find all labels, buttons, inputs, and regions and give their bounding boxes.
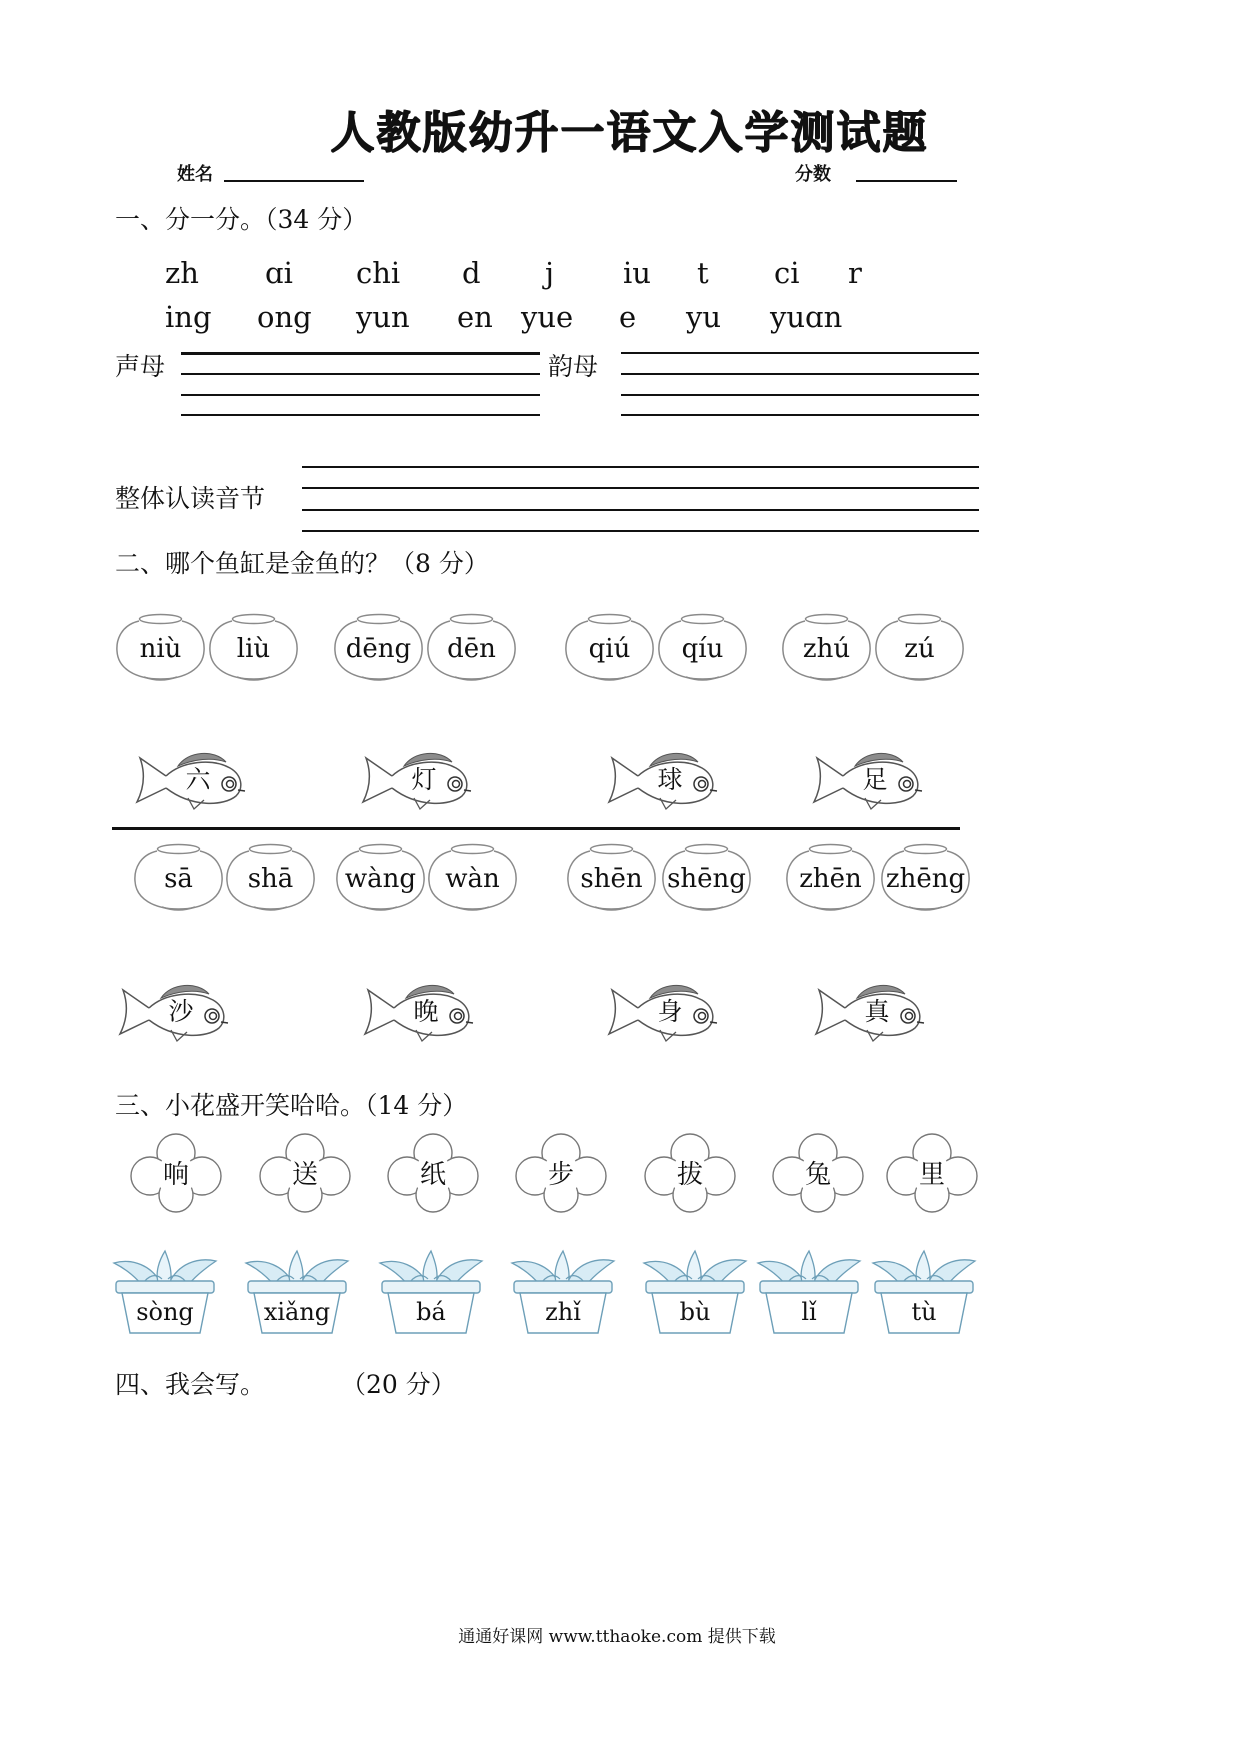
pinyin-item: ɑi (265, 256, 293, 290)
pinyin-item: j (545, 256, 554, 290)
pinyin-item: iu (623, 256, 651, 290)
fishbowl (114, 613, 207, 683)
answer-line (302, 466, 979, 468)
goldfish-character: 沙 (168, 997, 194, 1026)
fishbowl (660, 843, 753, 913)
pinyin-item: ing (165, 300, 212, 334)
fishbowl-pinyin: zhēn (799, 864, 862, 894)
shengmu-label: 声母 (115, 352, 166, 381)
goldfish (604, 748, 718, 812)
goldfish-character: 六 (185, 765, 211, 794)
flower-character: 步 (547, 1160, 574, 1190)
yunmu-label: 韵母 (548, 352, 599, 381)
fishbowl-pinyin: dēn (447, 634, 496, 664)
fishbowl-pinyin: qiú (588, 634, 631, 664)
pinyin-item: yu (686, 300, 722, 334)
answer-line (302, 509, 979, 511)
fishbowl (656, 613, 749, 683)
section-4-score: （20 分） (341, 1370, 456, 1399)
zhengti-label: 整体认读音节 (115, 484, 266, 513)
goldfish-character: 足 (862, 765, 888, 794)
flower-character: 兔 (804, 1160, 831, 1190)
page-footer: 通通好课网 www.tthaoke.com 提供下载 (458, 1627, 776, 1647)
flower-pot (642, 1245, 748, 1335)
pinyin-item: yue (521, 300, 574, 334)
flower-character: 响 (162, 1160, 189, 1190)
answer-line (181, 373, 540, 375)
fishbowl-pinyin: shēn (580, 864, 643, 894)
fishbowl (207, 613, 300, 683)
flower-character: 里 (918, 1160, 945, 1190)
pinyin-item: yuɑn (770, 300, 843, 334)
goldfish-character: 身 (657, 997, 683, 1026)
goldfish (360, 980, 474, 1044)
flower-pot (756, 1245, 862, 1335)
fishbowl-pinyin: zhēng (885, 864, 966, 894)
flower-pot (378, 1245, 484, 1335)
fishbowl-pinyin: wàng (344, 864, 417, 894)
fishbowl (563, 613, 656, 683)
page-title: 人教版幼升一语文入学测试题 (330, 107, 928, 158)
score-label: 分数 (795, 164, 831, 185)
answer-line (621, 394, 979, 396)
answer-line (181, 414, 540, 416)
pinyin-item: zh (165, 256, 199, 290)
pinyin-item: t (697, 256, 709, 290)
fishbowl-pinyin: zhú (802, 634, 851, 664)
fishbowl (426, 843, 519, 913)
fishbowl-pinyin: dēng (345, 634, 412, 664)
section-divider (112, 827, 960, 830)
flower-pot-pinyin: bù (679, 1298, 711, 1326)
goldfish-character: 真 (864, 997, 890, 1026)
goldfish (809, 748, 923, 812)
fishbowl-pinyin: niù (139, 634, 182, 664)
flower-pot-pinyin: zhǐ (545, 1298, 581, 1326)
flower-character: 送 (291, 1160, 318, 1190)
goldfish-character: 球 (657, 765, 683, 794)
goldfish (132, 748, 246, 812)
goldfish-character: 灯 (411, 765, 437, 794)
answer-line (621, 373, 979, 375)
goldfish (604, 980, 718, 1044)
pinyin-item: ong (257, 300, 312, 334)
fishbowl (425, 613, 518, 683)
fishbowl (334, 843, 427, 913)
flower-pot-pinyin: tù (911, 1298, 937, 1326)
fishbowl-pinyin: qíu (681, 634, 724, 664)
pinyin-item: e (619, 300, 637, 334)
fishbowl (780, 613, 873, 683)
answer-line (302, 530, 979, 532)
flower (513, 1133, 609, 1213)
pinyin-item: d (462, 256, 481, 290)
answer-line (181, 394, 540, 396)
goldfish (115, 980, 229, 1044)
section-4-heading: 四、我会写。 (115, 1370, 266, 1399)
pinyin-item: r (848, 256, 862, 290)
flower (770, 1133, 866, 1213)
flower (642, 1133, 738, 1213)
name-blank-line (224, 162, 364, 182)
goldfish (358, 748, 472, 812)
fishbowl (873, 613, 966, 683)
flower-pot (112, 1245, 218, 1335)
fishbowl (565, 843, 658, 913)
flower (884, 1133, 980, 1213)
flower (385, 1133, 481, 1213)
name-label: 姓名 (177, 164, 213, 185)
answer-line (621, 414, 979, 416)
fishbowl-pinyin: zú (904, 634, 935, 664)
fishbowl (879, 843, 972, 913)
goldfish (811, 980, 925, 1044)
flower-pot (871, 1245, 977, 1335)
pinyin-item: en (457, 300, 493, 334)
pinyin-item: yun (356, 300, 410, 334)
flower (257, 1133, 353, 1213)
flower-pot (510, 1245, 616, 1335)
answer-line (181, 352, 540, 355)
section-1-heading: 一、分一分。（34 分） (115, 205, 368, 234)
flower-pot-pinyin: xiǎng (263, 1298, 331, 1326)
fishbowl-pinyin: wàn (445, 864, 500, 894)
score-blank-line (856, 162, 957, 182)
flower-pot-pinyin: bá (416, 1298, 446, 1326)
fishbowl (784, 843, 877, 913)
pinyin-item: chi (356, 256, 401, 290)
flower-pot (244, 1245, 350, 1335)
fishbowl (224, 843, 317, 913)
section-2-heading: 二、哪个鱼缸是金鱼的？（8 分） (115, 549, 489, 578)
fishbowl (132, 843, 225, 913)
flower-character: 拔 (676, 1160, 703, 1190)
goldfish-character: 晚 (413, 997, 439, 1026)
flower-character: 纸 (419, 1160, 446, 1190)
flower-pot-pinyin: sòng (136, 1298, 194, 1326)
fishbowl-pinyin: shēng (667, 864, 746, 894)
fishbowl (332, 613, 425, 683)
section-3-heading: 三、小花盛开笑哈哈。（14 分） (115, 1091, 468, 1120)
answer-line (621, 352, 979, 354)
answer-line (302, 487, 979, 489)
fishbowl-pinyin: liù (236, 634, 271, 664)
fishbowl-pinyin: sā (164, 864, 193, 894)
fishbowl-pinyin: shā (247, 864, 294, 894)
flower (128, 1133, 224, 1213)
flower-pot-pinyin: lǐ (801, 1298, 817, 1326)
pinyin-item: ci (774, 256, 800, 290)
